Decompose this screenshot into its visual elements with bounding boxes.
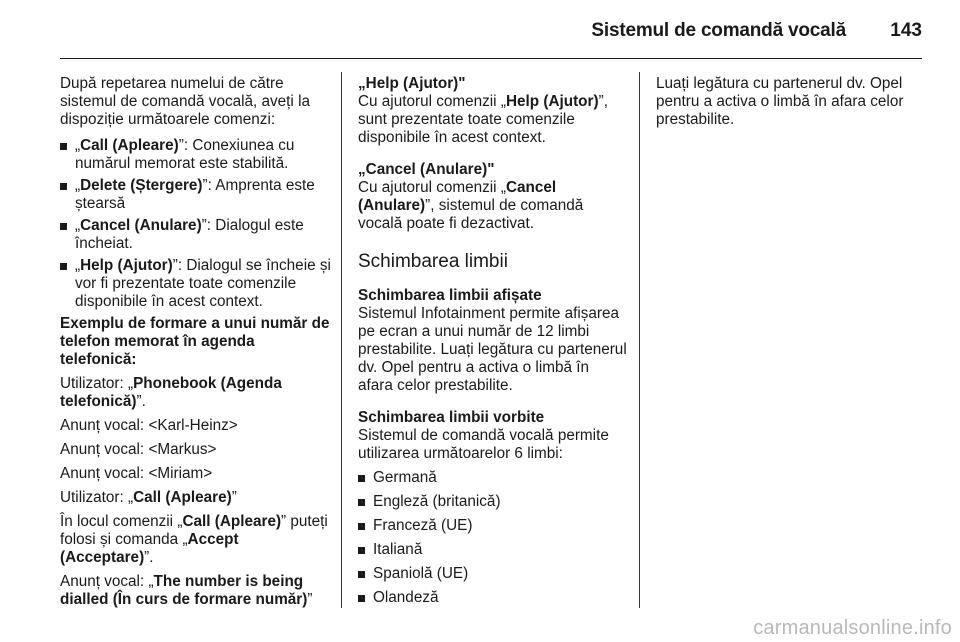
section-heading: Schimbarea limbii [358,251,508,272]
command-desc: : Amprenta este ștearsă [75,177,315,212]
bullet-square-icon [60,223,67,230]
command-label: Cancel (Anulare) [80,217,202,234]
list-item: „Call (Apleare)”: Conexiunea cu numărul memorat este stabilită. [60,137,332,173]
column-3 [656,75,926,129]
bullet-square-icon [60,143,67,150]
list-item: Italiană [358,541,628,559]
list-item: „Help (Ajutor)”: Dialogul se încheie și vor fi prezentate toate comenzile disponibile în acest context. [60,257,332,311]
bullet-square-icon [60,183,67,190]
bullet-square-icon [358,547,365,554]
list-item: Spaniolă (UE) [358,565,628,583]
spoken-language-text: Sistemul de comandă vocală permite utilizarea următoarelor 6 limbi: [358,427,609,462]
command-desc: : Conexiunea cu numărul memorat este stabilită. [75,137,295,172]
cancel-heading: „Cancel (Anulare)" [358,161,495,178]
column-divider-2 [639,72,640,608]
dialog-line: Anunț vocal: <Karl-Heinz> [60,417,238,434]
column-2 [358,75,628,607]
command-label: Call (Apleare) [80,137,179,154]
example-heading: Exemplu de formare a unui număr de telefon memorat în agenda telefonică: [60,315,330,368]
bullet-square-icon [358,523,365,530]
dialog-line: Anunț vocal: <Markus> [60,441,217,458]
dialog-line: Anunț vocal: <Miriam> [60,465,213,482]
column-divider-1 [341,72,342,608]
command-label: Help (Ajutor) [80,257,173,274]
dialog-line: Utilizator: „Phonebook (Agenda telefonică)”. [60,375,282,410]
bullet-square-icon [358,475,365,482]
header-divider [60,58,922,59]
page-header [60,16,922,60]
bullet-square-icon [358,571,365,578]
list-item: Franceză (UE) [358,517,628,535]
column-3-text: Luați legătura cu partenerul dv. Opel pentru a activa o limbă în afara celor prestabilite. [656,75,904,128]
dialog-line: Anunț vocal: „The number is being dialled (În curs de formare număr)” [60,573,313,608]
help-heading: „Help (Ajutor)" [358,75,466,92]
display-language-text: Sistemul Infotainment permite afișarea pe ecran a unui număr de 12 limbi prestabilite. Luați legătura cu partenerul dv. Opel pentru a activa o limbă în afara celor prestabilite. [358,305,627,394]
list-item: Engleză (britanică) [358,493,628,511]
page-number: 143 [890,20,922,41]
column-1 [60,75,332,609]
command-label: Delete (Ștergere) [80,177,203,194]
command-desc: : Dialogul se încheie și vor fi prezentate toate comenzile disponibile în acest context. [75,257,331,310]
dialog-line: Utilizator: „Call (Apleare)” [60,489,237,506]
list-item: Germană [358,469,628,487]
cancel-text: Cu ajutorul comenzii „Cancel (Anulare)”, sistemul de comandă vocală poate fi dezactivat. [358,179,584,232]
bullet-square-icon [60,263,67,270]
watermark: carmanualsonline.info [753,617,952,639]
list-item: Olandeză [358,589,628,607]
spoken-language-heading: Schimbarea limbii vorbite [358,409,545,426]
help-text: Cu ajutorul comenzii „Help (Ajutor)”, sunt prezentate toate comenzile disponibile în acest context. [358,93,608,146]
command-desc: : Dialogul este încheiat. [75,217,304,252]
list-item: „Cancel (Anulare)”: Dialogul este încheiat. [60,217,332,253]
page-title: Sistemul de comandă vocală [591,20,846,41]
display-language-heading: Schimbarea limbii afișate [358,287,542,304]
list-item: „Delete (Ștergere)”: Amprenta este ștearsă [60,177,332,213]
intro-text: După repetarea numelui de către sistemul de comandă vocală, aveți la dispoziție următoarele comenzi: [60,75,310,128]
instead-text: În locul comenzii „Call (Apleare)” puteți folosi și comanda „Accept (Acceptare)”. [60,513,328,566]
bullet-square-icon [358,595,365,602]
bullet-square-icon [358,499,365,506]
